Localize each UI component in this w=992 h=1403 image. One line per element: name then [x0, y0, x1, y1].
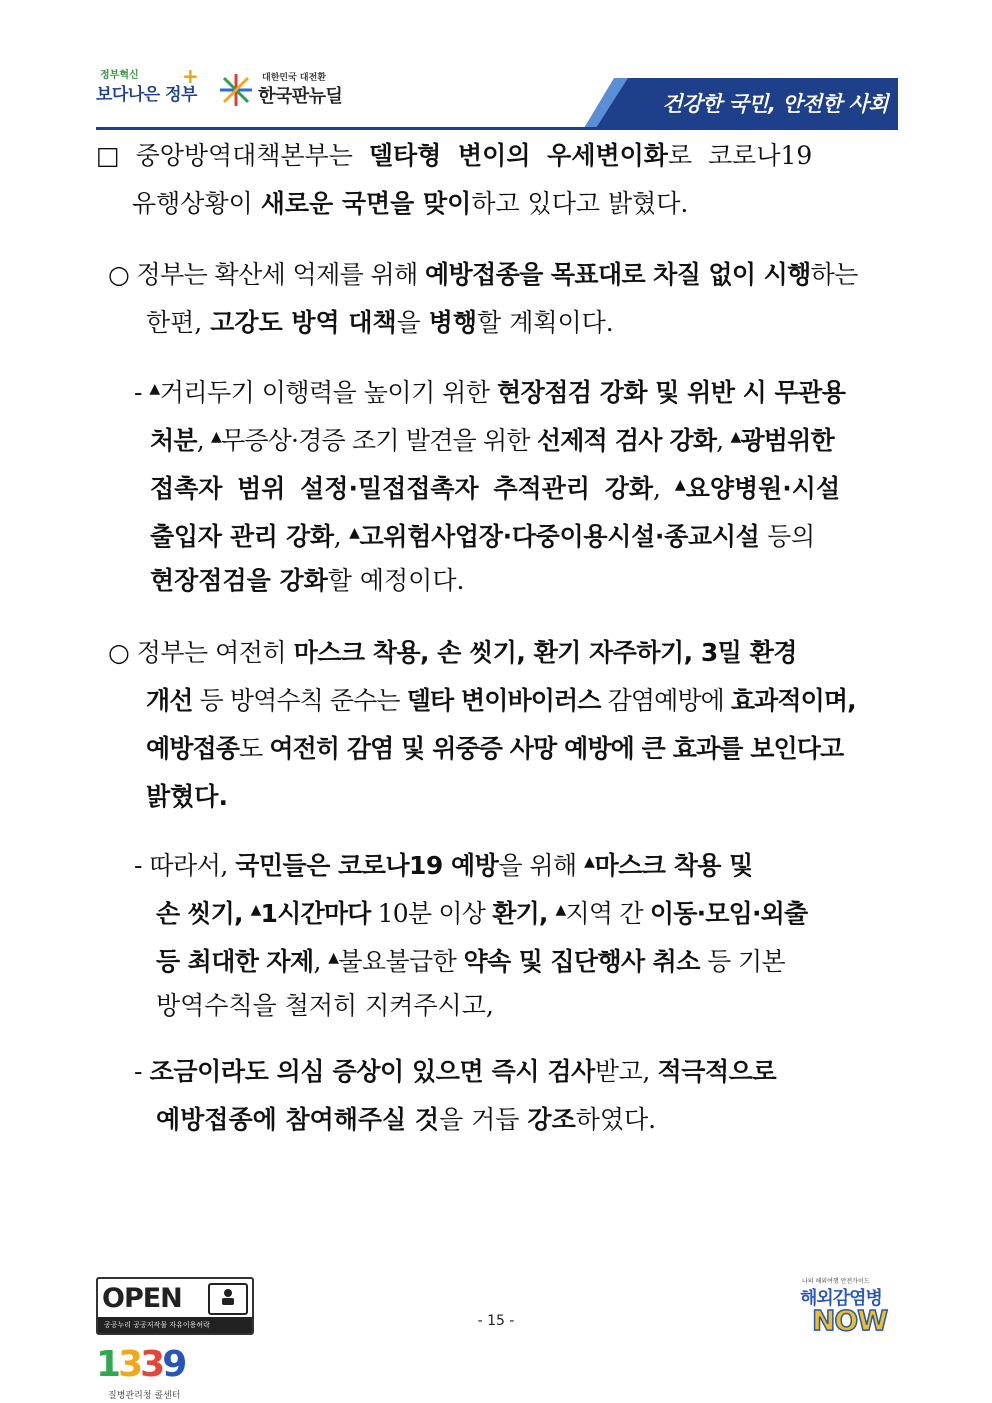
- gov-logo-big-text: 보다나은 정부: [96, 85, 197, 105]
- kdca-1339-call-center-logo: [96, 1344, 206, 1402]
- now-logo-title: 해외감염병: [800, 1288, 882, 1309]
- paragraph-3-line-1: - ▲거리두기 이행력을 높이기 위한 현장점검 강화 및 위반 시 무관용: [134, 378, 846, 407]
- gov-logo-small-text: 정부혁신: [100, 70, 139, 81]
- now-logo-tagline: 나의 해외여행 안전가이드: [802, 1278, 870, 1285]
- paragraph-5-line-3: 등 최대한 자제, ▲불요불급한 약속 및 집단행사 취소 등 기본: [156, 947, 786, 976]
- new-deal-star-icon: [218, 72, 254, 108]
- overseas-infectious-disease-now-logo: [796, 1276, 900, 1338]
- attribution-person-icon: [208, 1283, 248, 1315]
- paragraph-2-line-1: ○ 정부는 확산세 억제를 위해 예방접종을 목표대로 차질 없이 시행하는: [108, 260, 858, 289]
- paragraph-4-line-3: 예방접종도 여전히 감염 및 위중증 사망 예방에 큰 효과를 보인다고: [146, 734, 844, 763]
- open-license-word: OPEN: [102, 1283, 182, 1314]
- 1339-digits: 1339: [96, 1344, 185, 1385]
- paragraph-5-line-2: 손 씻기, ▲1시간마다 10분 이상 환기, ▲지역 간 이동·모임·외출: [156, 899, 808, 928]
- paragraph-1-line-1: □ 중앙방역대책본부는 델타형 변이의 우세변이화로 코로나19: [96, 141, 813, 170]
- plus-icon: +: [182, 64, 199, 88]
- now-logo-word: NOW: [812, 1304, 888, 1337]
- new-deal-big-text: 한국판뉴딜: [258, 86, 343, 107]
- page-number: - 15 -: [477, 1313, 515, 1329]
- paragraph-4-line-1: ○ 정부는 여전히 마스크 착용, 손 씻기, 환기 자주하기, 3밀 환경: [108, 638, 797, 667]
- header-divider: [96, 127, 898, 130]
- slogan-banner: [584, 78, 898, 128]
- paragraph-6-line-2: 예방접종에 참여해주실 것을 거듭 강조하였다.: [156, 1105, 657, 1134]
- paragraph-3-line-3: 접촉자 범위 설정·밀접접촉자 추적관리 강화, ▲요양병원·시설: [150, 474, 841, 503]
- paragraph-3-line-4: 출입자 관리 강화, ▲고위험사업장·다중이용시설·종교시설 등의: [150, 522, 815, 551]
- paragraph-4-line-4: 밝혔다.: [146, 782, 228, 811]
- paragraph-3-line-5: 현장점검을 강화할 예정이다.: [150, 566, 465, 595]
- paragraph-3-line-2: 처분, ▲무증상·경증 조기 발견을 위한 선제적 검사 강화, ▲광범위한: [150, 426, 834, 455]
- paragraph-4-line-2: 개선 등 방역수칙 준수는 델타 변이바이러스 감염예방에 효과적이며,: [146, 686, 856, 715]
- paragraph-2-line-2: 한편, 고강도 방역 대책을 병행할 계획이다.: [146, 308, 614, 337]
- page-header: [96, 64, 898, 130]
- paragraph-1-line-2: 유행상황이 새로운 국면을 맞이하고 있다고 밝혔다.: [132, 189, 689, 218]
- paragraph-6-line-1: - 조금이라도 의심 증상이 있으면 즉시 검사받고, 적극적으로: [134, 1057, 777, 1086]
- gov-innovation-logo: [96, 66, 206, 118]
- 1339-caption: 질병관리청 콜센터: [108, 1391, 181, 1401]
- paragraph-5-line-1: - 따라서, 국민들은 코로나19 예방을 위해 ▲마스크 착용 및: [134, 851, 753, 880]
- open-license-caption: 공공누리 공공저작물 자유이용허락: [98, 1317, 252, 1333]
- korean-new-deal-logo: [218, 68, 358, 114]
- paragraph-5-line-4: 방역수칙을 철저히 지켜주시고,: [156, 991, 494, 1020]
- slogan-text: 건강한 국민, 안전한 사회: [662, 92, 888, 116]
- new-deal-small-text: 대한민국 대전환: [262, 73, 326, 83]
